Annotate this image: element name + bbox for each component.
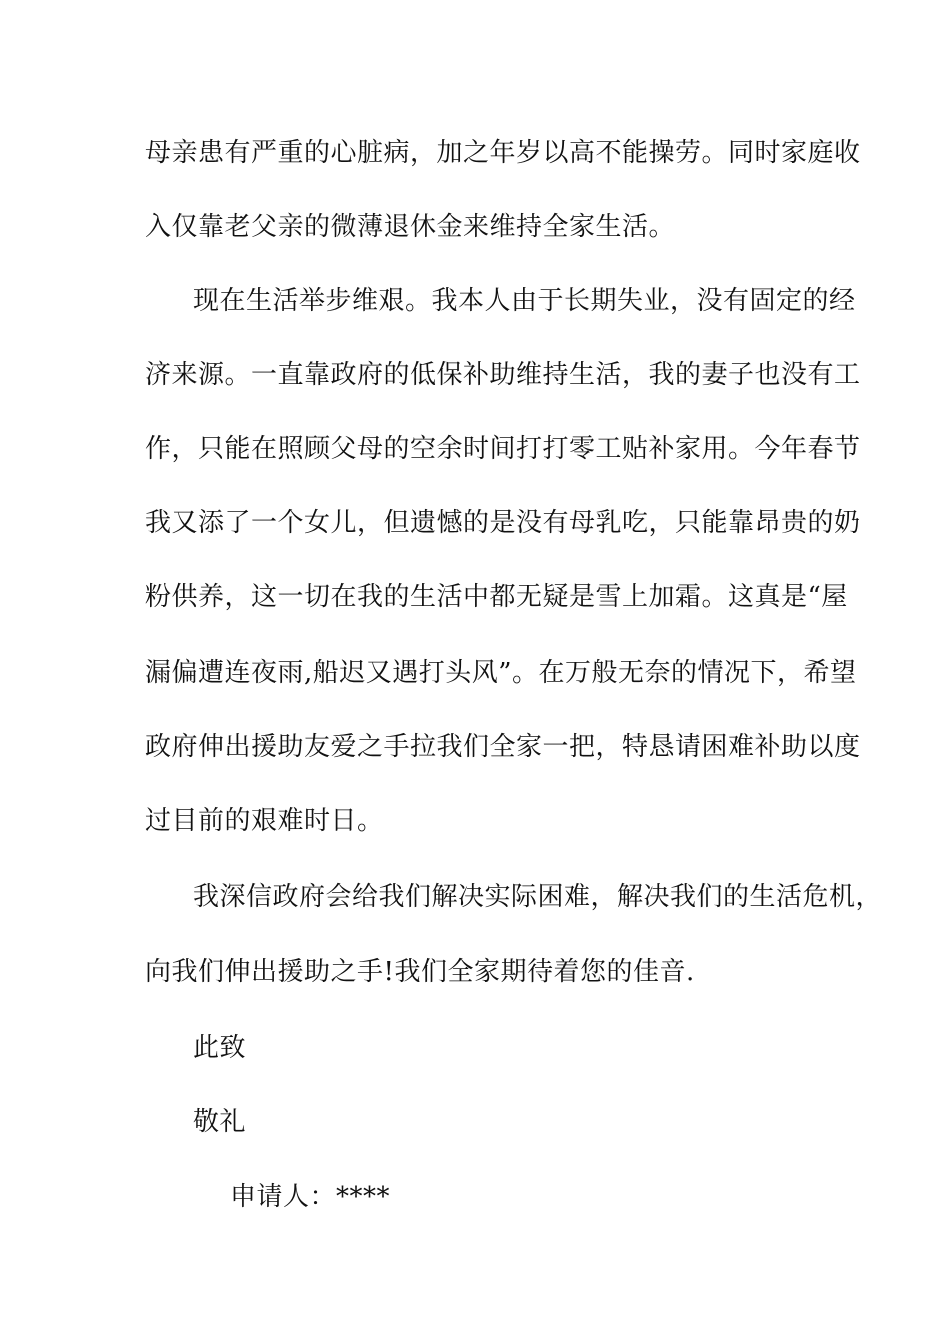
paragraph-line: 作，只能在照顾父母的空余时间打打零工贴补家用。今年春节 <box>145 434 861 464</box>
closing-regards: 敬礼 <box>193 1107 247 1137</box>
closing-salutation: 此致 <box>193 1033 247 1063</box>
paragraph-line: 母亲患有严重的心脏病，加之年岁以高不能操劳。同时家庭收 <box>145 138 861 168</box>
paragraph-line: 过目前的艰难时日。 <box>145 806 384 836</box>
paragraph-line: 现在生活举步维艰。我本人由于长期失业，没有固定的经 <box>193 286 856 316</box>
paragraph-line: 入仅靠老父亲的微薄退休金来维持全家生活。 <box>145 212 676 242</box>
applicant-signature: 申请人：**** <box>230 1182 391 1212</box>
paragraph-line: 我又添了一个女儿，但遗憾的是没有母乳吃，只能靠昂贵的奶 <box>145 508 861 538</box>
paragraph-line: 向我们伸出援助之手!我们全家期待着您的佳音. <box>145 957 695 987</box>
paragraph-line: 政府伸出援助友爱之手拉我们全家一把，特恳请困难补助以度 <box>145 732 861 762</box>
paragraph-line: 济来源。一直靠政府的低保补助维持生活，我的妻子也没有工 <box>145 360 861 390</box>
paragraph-line: 漏偏遭连夜雨,船迟又遇打头风”。在万般无奈的情况下，希望 <box>145 658 857 688</box>
paragraph-line: 我深信政府会给我们解决实际困难，解决我们的生活危机， <box>193 882 883 912</box>
paragraph-line: 粉供养，这一切在我的生活中都无疑是雪上加霜。这真是“屋 <box>145 582 848 612</box>
